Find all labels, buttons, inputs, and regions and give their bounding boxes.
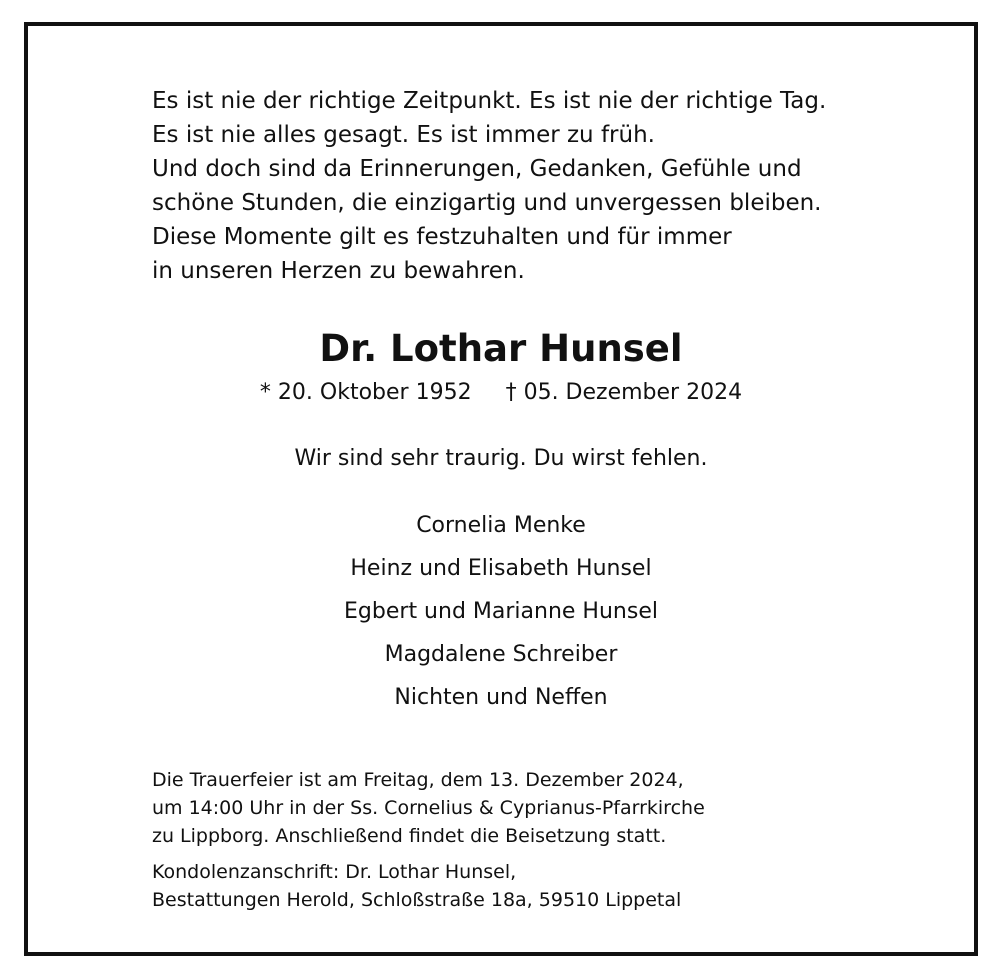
condolence-address bbox=[152, 858, 932, 914]
condolence-line: Kondolenzanschrift: Dr. Lothar Hunsel, bbox=[152, 861, 517, 883]
ceremony-info bbox=[152, 766, 932, 850]
birth-date: * 20. Oktober 1952 bbox=[259, 380, 472, 405]
mourner-name: Magdalene Schreiber bbox=[384, 642, 618, 667]
mourner-name: Heinz und Elisabeth Hunsel bbox=[350, 556, 652, 581]
death-date: † 05. Dezember 2024 bbox=[505, 380, 743, 405]
mourner-name: Cornelia Menke bbox=[416, 513, 586, 538]
life-dates bbox=[28, 378, 974, 408]
mourner-name: Nichten und Neffen bbox=[394, 685, 608, 710]
poem-line: Und doch sind da Erinnerungen, Gedanken, Gefühle und bbox=[152, 156, 802, 182]
poem-line: Es ist nie alles gesagt. Es ist immer zu früh. bbox=[152, 122, 655, 148]
ceremony-line: zu Lippborg. Anschließend findet die Beisetzung statt. bbox=[152, 825, 667, 847]
ceremony-line: Die Trauerfeier ist am Freitag, dem 13. Dezember 2024, bbox=[152, 769, 684, 791]
poem bbox=[152, 84, 952, 288]
poem-line: in unseren Herzen zu bewahren. bbox=[152, 258, 525, 284]
poem-line: Diese Momente gilt es festzuhalten und für immer bbox=[152, 224, 732, 250]
condolence-line: Bestattungen Herold, Schloßstraße 18a, 59510 Lippetal bbox=[152, 889, 682, 911]
mourner-name: Egbert und Marianne Hunsel bbox=[344, 599, 658, 624]
poem-line: Es ist nie der richtige Zeitpunkt. Es ist nie der richtige Tag. bbox=[152, 88, 827, 114]
deceased-name: Dr. Lothar Hunsel bbox=[319, 327, 683, 370]
poem-line: schöne Stunden, die einzigartig und unvergessen bleiben. bbox=[152, 190, 822, 216]
mourners-list bbox=[28, 504, 974, 719]
ceremony-line: um 14:00 Uhr in der Ss. Cornelius & Cyprianus-Pfarrkirche bbox=[152, 797, 705, 819]
obituary-frame bbox=[24, 22, 978, 956]
mourning-message: Wir sind sehr traurig. Du wirst fehlen. bbox=[294, 446, 708, 471]
